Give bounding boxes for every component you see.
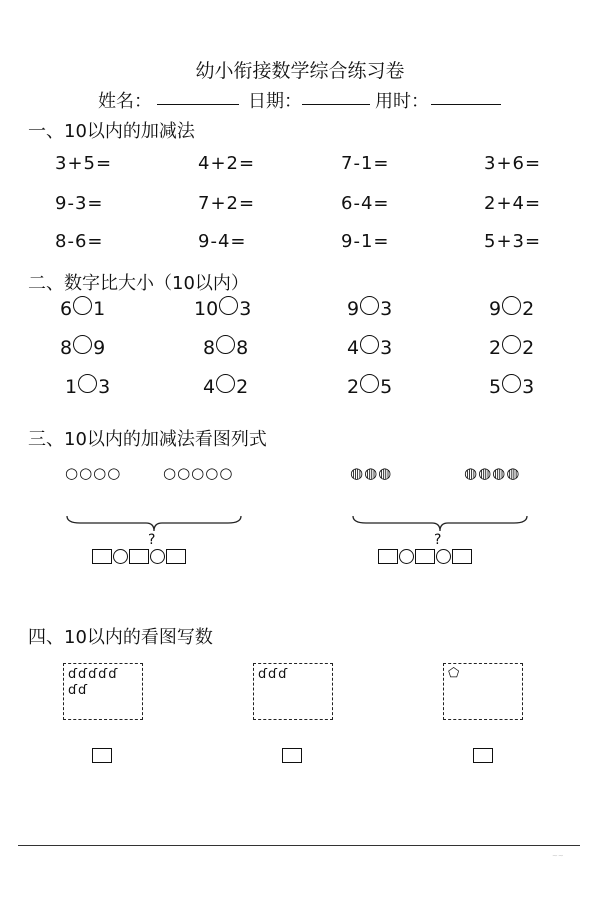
count-box — [443, 663, 523, 720]
answer-circle[interactable] — [360, 335, 379, 354]
answer-square[interactable] — [415, 549, 435, 564]
arith-problem: 2+4= — [484, 193, 542, 214]
arith-problem: 3+5= — [55, 153, 113, 174]
compare-left: 8 — [60, 337, 73, 359]
compare-item — [489, 335, 534, 359]
footer-divider — [18, 845, 580, 846]
section-3-heading: 三、10以内的加减法看图列式 — [28, 429, 267, 450]
question-mark: ? — [148, 532, 156, 548]
count-answer-square[interactable] — [282, 748, 302, 763]
answer-square[interactable] — [166, 549, 186, 564]
compare-item — [347, 374, 392, 398]
compare-right: 3 — [239, 298, 252, 320]
compare-item — [203, 374, 248, 398]
answer-square[interactable] — [378, 549, 398, 564]
compare-right: 8 — [236, 337, 249, 359]
compare-left: 6 — [60, 298, 73, 320]
arith-problem: 9-4= — [198, 231, 247, 252]
compare-right: 9 — [93, 337, 106, 359]
count-answer-square[interactable] — [92, 748, 112, 763]
fruit-row-icon: ɗɗ — [68, 683, 89, 698]
section-1-heading: 一、10以内的加减法 — [28, 121, 195, 142]
name-blank[interactable] — [157, 104, 239, 105]
answer-circle[interactable] — [216, 335, 235, 354]
arith-problem: 4+2= — [198, 153, 256, 174]
compare-right: 3 — [380, 337, 393, 359]
compare-right: 2 — [522, 298, 535, 320]
compare-right: 2 — [236, 376, 249, 398]
date-blank[interactable] — [302, 104, 370, 105]
compare-item — [347, 296, 392, 320]
compare-item — [65, 374, 110, 398]
compare-left: 10 — [194, 298, 219, 320]
count-box — [63, 663, 143, 720]
compare-item — [60, 335, 105, 359]
arith-problem: 9-3= — [55, 193, 104, 214]
worksheet-title: 幼小衔接数学综合练习卷 — [195, 60, 405, 82]
fruit-group-a-icon: ○○○○ — [65, 464, 122, 482]
compare-left: 4 — [347, 337, 360, 359]
time-blank[interactable] — [431, 104, 501, 105]
compare-right: 2 — [522, 337, 535, 359]
operator-circle[interactable] — [150, 549, 165, 564]
section-2-heading: 二、数字比大小（10以内） — [28, 273, 249, 294]
fruit-row-icon: ɗɗɗɗɗ — [68, 667, 119, 682]
operator-circle[interactable] — [436, 549, 451, 564]
compare-item — [489, 374, 534, 398]
answer-circle[interactable] — [502, 296, 521, 315]
compare-right: 1 — [93, 298, 106, 320]
count-answer-square[interactable] — [473, 748, 493, 763]
arith-problem: 9-1= — [341, 231, 390, 252]
section-4-heading: 四、10以内的看图写数 — [28, 627, 213, 648]
name-label: 姓名： — [98, 91, 152, 112]
fruit-row-icon: ɗɗɗ — [258, 667, 289, 682]
compare-left: 5 — [489, 376, 502, 398]
answer-circle[interactable] — [219, 296, 238, 315]
answer-circle[interactable] — [216, 374, 235, 393]
arith-problem: 7+2= — [198, 193, 256, 214]
compare-item — [60, 296, 105, 320]
ball-group-a-icon: ◍◍◍ — [350, 464, 393, 482]
answer-circle[interactable] — [360, 296, 379, 315]
compare-left: 1 — [65, 376, 78, 398]
fruit-group-b-icon: ○○○○○ — [163, 464, 234, 482]
compare-left: 9 — [347, 298, 360, 320]
compare-left: 2 — [489, 337, 502, 359]
equation-answer-row — [378, 549, 472, 564]
answer-square[interactable] — [129, 549, 149, 564]
answer-circle[interactable] — [502, 374, 521, 393]
arith-problem: 3+6= — [484, 153, 542, 174]
time-label: 用时： — [375, 91, 429, 112]
operator-circle[interactable] — [113, 549, 128, 564]
answer-square[interactable] — [452, 549, 472, 564]
compare-left: 9 — [489, 298, 502, 320]
operator-circle[interactable] — [399, 549, 414, 564]
ball-group-b-icon: ◍◍◍◍ — [464, 464, 521, 482]
compare-left: 2 — [347, 376, 360, 398]
arith-problem: 6-4= — [341, 193, 390, 214]
compare-item — [489, 296, 534, 320]
compare-right: 3 — [380, 298, 393, 320]
question-mark: ? — [434, 532, 442, 548]
pentagon-icon: ⬠ — [448, 666, 461, 681]
answer-circle[interactable] — [78, 374, 97, 393]
brace-icon — [352, 514, 528, 534]
compare-item — [194, 296, 251, 320]
answer-circle[interactable] — [502, 335, 521, 354]
compare-right: 5 — [380, 376, 393, 398]
compare-right: 3 — [98, 376, 111, 398]
answer-circle[interactable] — [360, 374, 379, 393]
compare-left: 4 — [203, 376, 216, 398]
arith-problem: 8-6= — [55, 231, 104, 252]
brace-icon — [66, 514, 242, 534]
compare-left: 8 — [203, 337, 216, 359]
arith-problem: 7-1= — [341, 153, 390, 174]
arith-problem: 5+3= — [484, 231, 542, 252]
equation-answer-row — [92, 549, 186, 564]
compare-item — [347, 335, 392, 359]
compare-item — [203, 335, 248, 359]
answer-square[interactable] — [92, 549, 112, 564]
answer-circle[interactable] — [73, 296, 92, 315]
compare-right: 3 — [522, 376, 535, 398]
date-label: 日期： — [248, 91, 302, 112]
count-box — [253, 663, 333, 720]
answer-circle[interactable] — [73, 335, 92, 354]
footer-mark: ~~ — [552, 852, 564, 860]
